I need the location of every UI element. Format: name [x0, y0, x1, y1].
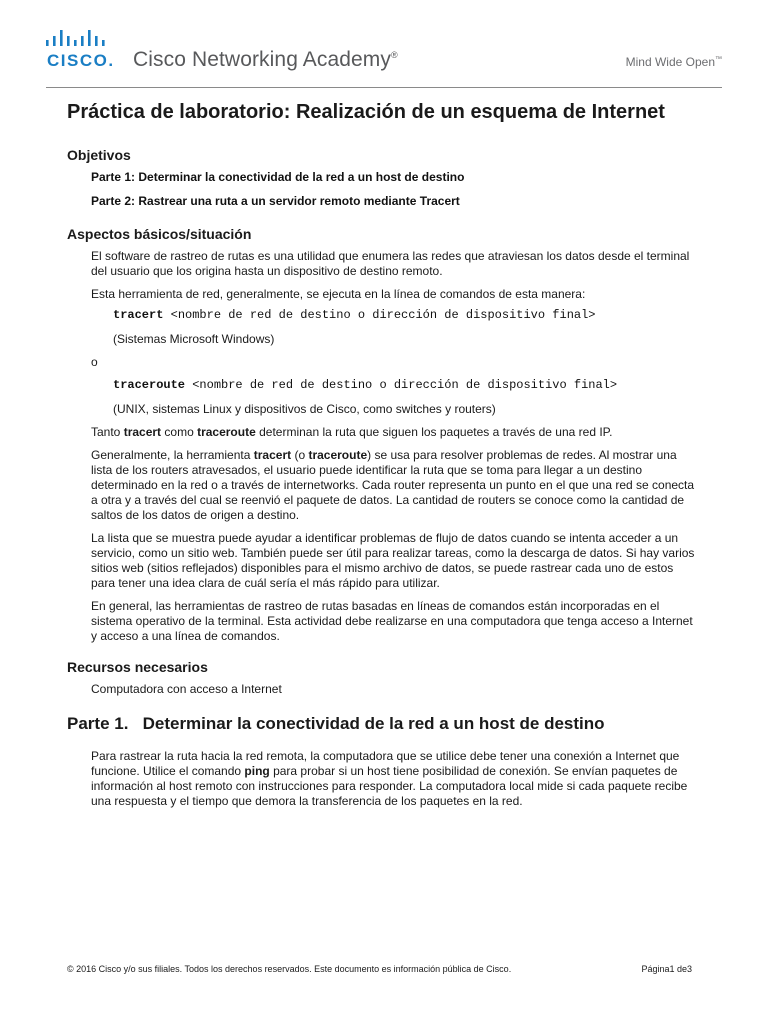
background-paragraph: La lista que se muestra puede ayudar a identificar problemas de flujo de datos cuando se intenta acceder a un servicio, como un sitio web. También puede ser útil para realizar tareas, como la descarga de datos. Si hay varios sitios web (sitios reflejados) disponibles para el mismo archivo de datos, se puede rastrear cada uno de estos para tener una idea clara de cuál sería el más rápido para utilizar.: [91, 531, 695, 590]
resource-item: Computadora con acceso a Internet: [91, 682, 282, 696]
header-divider: [46, 87, 722, 88]
text-run-bold: traceroute: [308, 448, 368, 462]
document-body: [67, 98, 697, 817]
tagline: [626, 55, 722, 69]
copyright-text: © 2016 Cisco y/o sus filiales. Todos los derechos reservados. Este documento es información pública de Cisco.: [67, 964, 512, 974]
background-paragraph: [91, 425, 697, 440]
text-run-bold: tracert: [123, 425, 162, 439]
text-run: determinan la ruta que siguen los paquetes a través de una red IP.: [255, 425, 613, 439]
page-footer: [67, 964, 692, 974]
text-run: como: [161, 425, 198, 439]
command-keyword: traceroute: [113, 378, 186, 392]
command-note: (Sistemas Microsoft Windows): [113, 332, 275, 346]
background-paragraph: El software de rastreo de rutas es una utilidad que enumera las redes que atraviesan los datos desde el terminal del usuario que los origina hasta un dispositivo de destino remoto.: [91, 249, 690, 278]
part1-paragraph: [91, 749, 697, 809]
text-run: ) se usa para resolver problemas de redes. Al mostrar una lista de los routers atravesados, el usuario puede identificar la ruta que se toma para llegar a un destino determinado en la red o a través de internetworks. Cada router representa un punto en el que una red se conecta a otra y a través del cual se reenvió el paquete de datos. La cantidad de routers se conoce como la cantidad de saltos de los datos de origen a destino.: [91, 448, 695, 522]
or-separator: o: [91, 355, 98, 369]
text-run: para probar si un host tiene posibilidad de conexión. Se envían paquetes de información al host remoto con instrucciones para responder. La computadora local mide si cada paquete recibe una respuesta y el tiempo que demora la transferencia de los paquetes en la red.: [91, 764, 688, 808]
resources-heading: Recursos necesarios: [67, 659, 208, 675]
registered-mark: ®: [391, 50, 398, 60]
page-number: Página1 de3: [641, 964, 692, 974]
command-keyword: tracert: [113, 308, 164, 322]
part1-heading: Parte 1. Determinar la conectividad de la red a un host de destino: [67, 714, 605, 733]
background-paragraph: [91, 448, 697, 523]
command-args: <nombre de red de destino o dirección de dispositivo final>: [185, 378, 618, 392]
text-run: Para rastrear la ruta hacia la red remota, la computadora que se utilice debe tener una conexión a Internet que funcione. Utilice el comando: [91, 749, 680, 778]
resources-section: [91, 682, 697, 697]
text-run-bold: ping: [244, 764, 270, 778]
text-run-bold: traceroute: [197, 425, 256, 439]
objective-item: Parte 2: Rastrear una ruta a un servidor remoto mediante Tracert: [91, 194, 460, 208]
text-run: (o: [291, 448, 309, 462]
academy-title: [133, 48, 398, 72]
page-header: [0, 0, 768, 90]
background-heading: Aspectos básicos/situación: [67, 226, 252, 242]
tagline-text: Mind Wide Open: [625, 55, 715, 69]
trademark-mark: ™: [715, 56, 722, 63]
command-note: (UNIX, sistemas Linux y dispositivos de Cisco, como switches y routers): [113, 402, 496, 416]
tracert-command: [113, 308, 697, 322]
background-paragraph: Esta herramienta de red, generalmente, se ejecuta en la línea de comandos de esta manera:: [91, 287, 586, 301]
text-run-bold: tracert: [253, 448, 292, 462]
objectives-heading: Objetivos: [67, 147, 131, 163]
objective-item: Parte 1: Determinar la conectividad de la red a un host de destino: [91, 170, 465, 184]
background-paragraph: En general, las herramientas de rastreo de rutas basadas en líneas de comandos están incorporadas en el sistema operativo de la terminal. Esta actividad debe realizarse en una computadora que tenga acceso a Internet y acceso a una línea de comandos.: [91, 599, 693, 643]
cisco-logo-icon: [46, 30, 112, 50]
command-args: <nombre de red de destino o dirección de dispositivo final>: [163, 308, 596, 322]
background-section: [91, 249, 697, 644]
text-run: Tanto: [91, 425, 124, 439]
page-title: Práctica de laboratorio: Realización de un esquema de Internet: [67, 101, 665, 123]
text-run: Generalmente, la herramienta: [91, 448, 254, 462]
academy-title-text: Cisco Networking Academy: [133, 48, 391, 71]
objectives-list: [91, 170, 697, 209]
part1-section: [91, 749, 697, 809]
traceroute-command: [113, 378, 697, 392]
cisco-logo-word: CISCO.: [47, 51, 115, 70]
